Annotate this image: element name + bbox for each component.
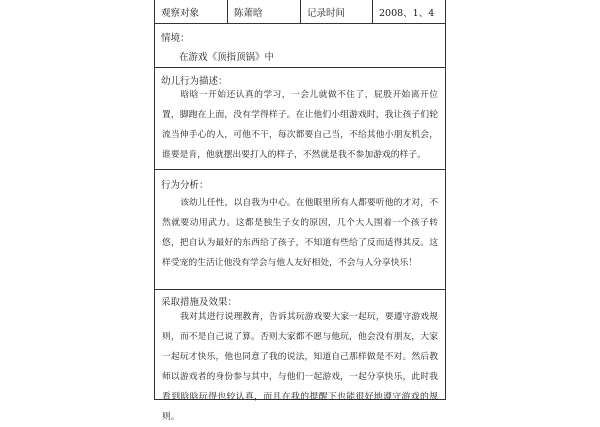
behavior-label: 幼儿行为描述：	[161, 76, 228, 87]
analysis-paragraph: 该幼儿任性，以自我为中心。在他眼里所有人都要听他的才对，不然就要动用武力。这都是独生子女的原因，几个大人围着一个孩子转悠，把自认为最好的东西给了孩子，不知道有些给了反而适得其反。这样受宠的生活让他没有学会与他人友好相处，不会与人分享快乐！	[162, 198, 438, 268]
analysis-text	[155, 193, 445, 273]
analysis-section	[155, 169, 445, 289]
observed-subject-label: 观察对象	[161, 7, 200, 19]
measures-section	[155, 289, 445, 422]
header-row	[155, 0, 445, 23]
measures-text	[155, 307, 445, 427]
behavior-section	[155, 67, 445, 169]
observed-subject-value: 陈萧晗	[227, 0, 300, 23]
situation-section	[155, 23, 445, 67]
measures-label: 采取措施及效果：	[161, 297, 238, 308]
record-time-value: 2008、1、4	[372, 0, 445, 23]
behavior-text	[155, 85, 445, 165]
measures-paragraph: 我对其进行说理教育，告诉其玩游戏要大家一起玩，要遵守游戏规则，而不是自己说了算。否则大家都不愿与他玩，他会没有朋友，大家一起玩才快乐，他也同意了我的说法，知道自己那样做是不对。然后教师以游戏者的身份参与其中，与他们一起游戏，一起分享快乐，此时我看到晗晗玩得也较认真，而且在我的提醒下也能很好地遵守游戏的规则。	[162, 312, 438, 422]
situation-label: 情境：	[161, 33, 190, 44]
record-time-label: 记录时间	[300, 0, 372, 23]
behavior-paragraph: 晗晗一开始还认真的学习，一会儿就做不住了，屁股开始离开位置，脚跑在上面，没有学得样子。在让他们小组游戏时，我让孩子们轮流当伸手心的人，可他不干，每次都要自己当，不给其他小朋友机会，谁要是肯，他就摆出要打人的样子，不然就是我不参加游戏的样子。	[162, 90, 438, 160]
analysis-label: 行为分析：	[161, 180, 209, 191]
observation-record-table	[154, 0, 446, 422]
situation-text: 在游戏《顶指顶锅》中	[179, 52, 275, 63]
